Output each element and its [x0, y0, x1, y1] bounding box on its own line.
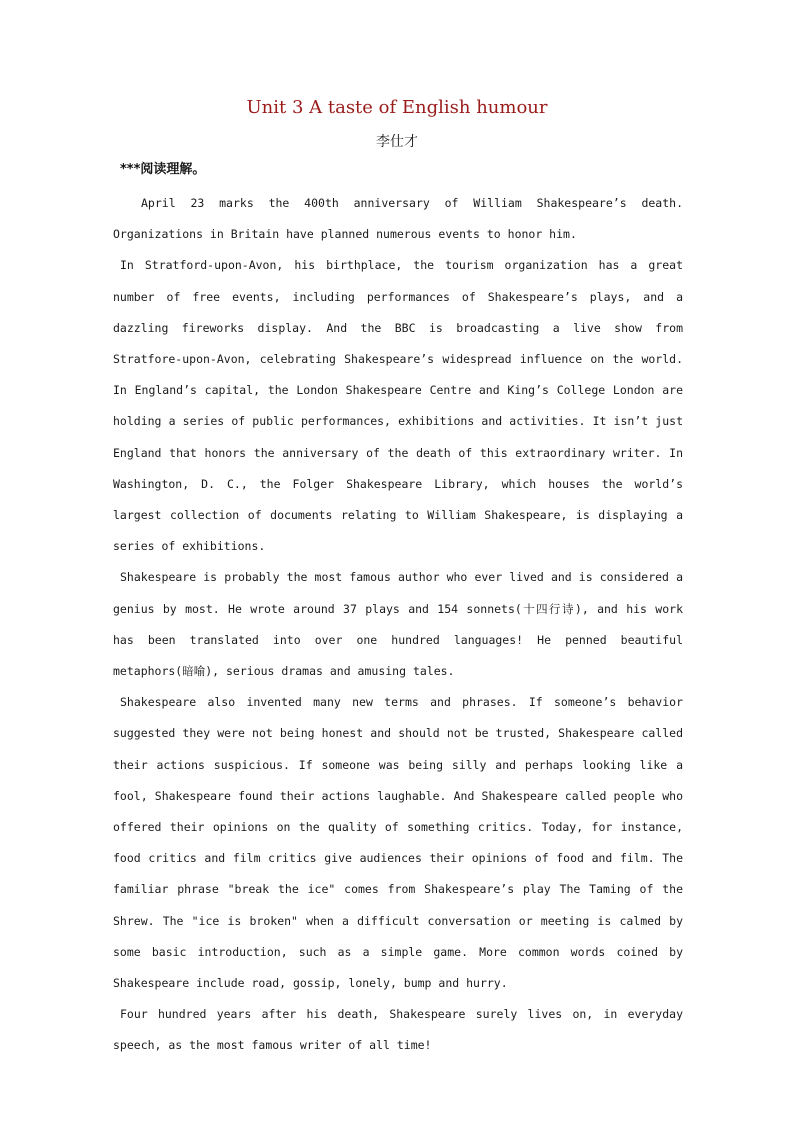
paragraph-2: In Stratford-upon-Avon, his birthplace, the tourism organization has a great number of free events, including performances of Shakespeare’s plays, and a dazzling fireworks display. And the BBC is broadcasting a live show from Stratfore-upon-Avon, celebrating Shakespeare’s widespread influence on the world. In England’s capital, the London Shakespeare Centre and King’s College London are holding a series of public performances, exhibitions and activities. It isn’t just England that honors the anniversary of the death of this extraordinary writer. In Washington, D. C., the Folger Shakespeare Library, which houses the world’s largest collection of documents relating to William Shakespeare, is displaying a series of exhibitions. [113, 258, 683, 554]
reading-passage [113, 188, 683, 1062]
author-name: 李仕才 [376, 134, 418, 150]
section-label: ***阅读理解。 [120, 162, 206, 177]
paragraph-4: Shakespeare also invented many new terms and phrases. If someone’s behavior suggested they were not being honest and should not be trusted, Shakespeare called their actions suspicious. If someone was being silly and perhaps looking like a fool, Shakespeare found their actions laughable. And Shakespeare called people who offered their opinions on the quality of something critics. Today, for instance, food critics and film critics give audiences their opinions of food and film. The familiar phrase "break the ice" comes from Shakespeare’s play The Taming of the Shrew. The "ice is broken" when a difficult conversation or meeting is calmed by some basic introduction, such as a simple game. More common words coined by Shakespeare include road, gossip, lonely, bump and hurry. [113, 695, 683, 991]
paragraph-3: Shakespeare is probably the most famous author who ever lived and is considered a genius by most. He wrote around 37 plays and 154 sonnets(十四行诗), and his work has been translated into over one hundred languages! He penned beautiful metaphors(暗喻), serious dramas and amusing tales. [113, 570, 683, 679]
document-title: Unit 3 A taste of English humour [246, 97, 548, 118]
paragraph-5: Four hundred years after his death, Shakespeare surely lives on, in everyday speech, as the most famous writer of all time! [113, 1007, 683, 1053]
paragraph-1: April 23 marks the 400th anniversary of William Shakespeare’s death. Organizations in Britain have planned numerous events to honor him. [113, 196, 683, 242]
